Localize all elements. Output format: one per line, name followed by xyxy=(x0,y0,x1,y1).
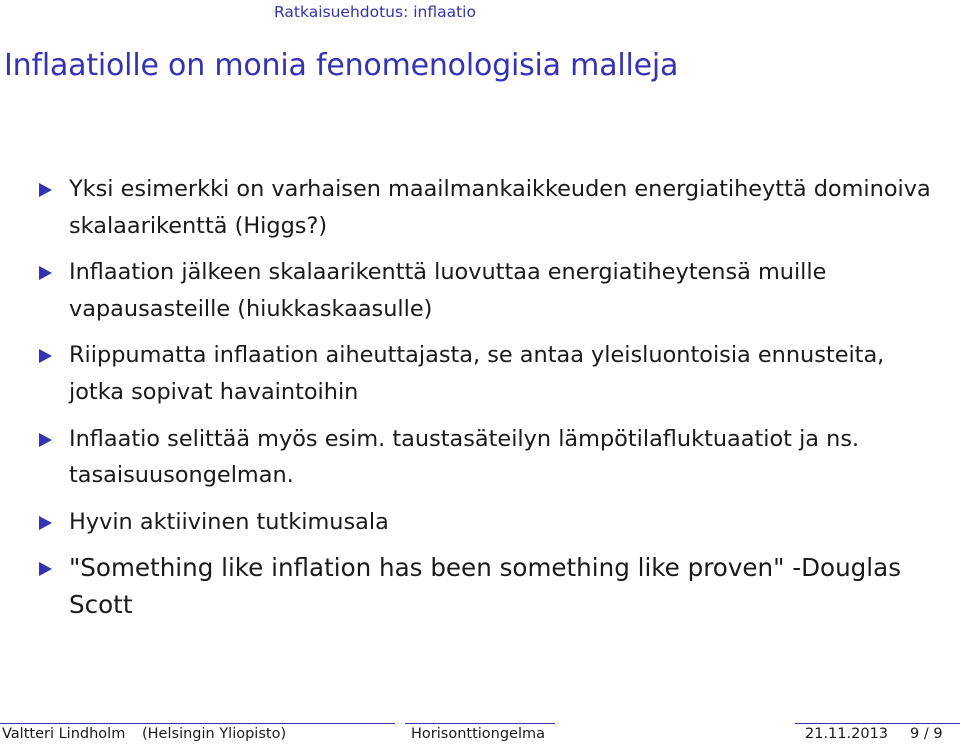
footer-author: Valtteri Lindholm xyxy=(2,726,126,742)
triangle-right-icon xyxy=(39,516,52,530)
bullet-list xyxy=(38,171,943,624)
bullet-item xyxy=(38,550,943,623)
bullet-text: Inflaation jälkeen skalaarikenttä luovuttaa energiatiheytensä muille vapausasteille (hiukkaskaasulle) xyxy=(69,259,827,322)
bullet-text: Hyvin aktiivinen tutkimusala xyxy=(69,508,389,535)
bullet-item xyxy=(38,337,943,410)
footer-short-title: Horisonttiongelma xyxy=(411,726,546,742)
footer-institute: (Helsingin Yliopisto) xyxy=(142,726,287,742)
triangle-right-icon xyxy=(39,266,52,280)
footer-rule-author xyxy=(0,723,395,724)
bullet-item xyxy=(38,421,943,494)
bullet-text: "Something like inflation has been something like proven" -Douglas Scott xyxy=(69,553,902,619)
bullet-item xyxy=(38,504,943,541)
frame-title: Inflaatiolle on monia fenomenologisia malleja xyxy=(4,48,679,83)
footer-rule-title xyxy=(405,723,555,724)
section-title: Ratkaisuehdotus: inflaatio xyxy=(274,3,476,21)
triangle-right-icon xyxy=(39,562,52,576)
bullet-text: Inflaatio selittää myös esim. taustasäteilyn lämpötilafluktuaatiot ja ns. tasaisuusongelman. xyxy=(69,425,860,489)
triangle-right-icon xyxy=(39,349,52,363)
footer-page-number: 9 / 9 xyxy=(910,726,943,742)
footer xyxy=(0,723,960,747)
bullet-item xyxy=(38,171,943,244)
triangle-right-icon xyxy=(39,433,52,447)
triangle-right-icon xyxy=(39,183,52,197)
bullet-item xyxy=(38,254,943,327)
footer-date: 21.11.2013 xyxy=(805,726,889,742)
footer-rule-page xyxy=(795,723,960,724)
bullet-text: Yksi esimerkki on varhaisen maailmankaikkeuden energiatiheyttä dominoiva skalaarikenttä (Higgs?) xyxy=(69,176,931,239)
bullet-text: Riippumatta inflaation aiheuttajasta, se antaa yleisluontoisia ennusteita, jotka sopivat havaintoihin xyxy=(69,342,885,405)
